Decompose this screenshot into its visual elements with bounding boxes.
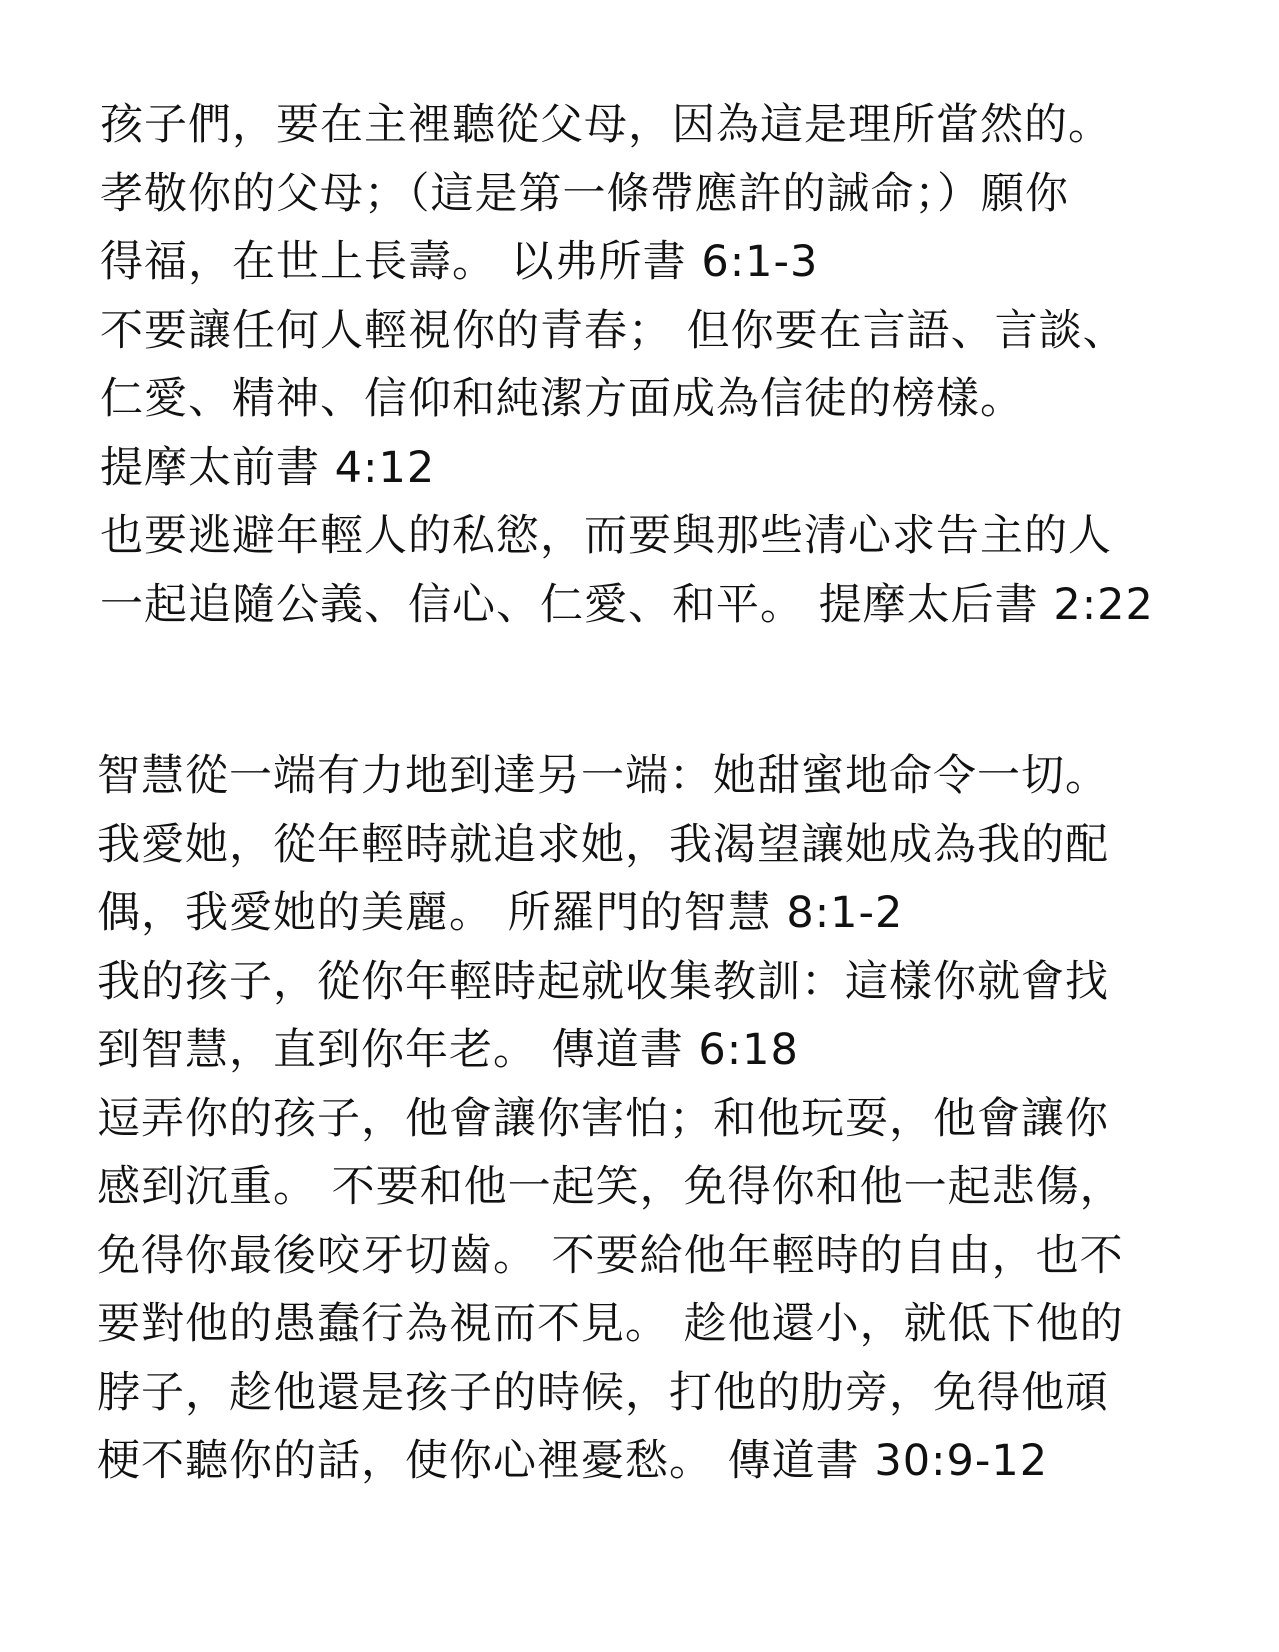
text-line: 智慧從一端有力地到達另一端：她甜蜜地命令一切。 [97, 751, 1109, 801]
text-line: 孝敬你的父母；（這是第一條帶應許的誡命；）願你 [100, 168, 1069, 219]
text-line: 免得你最後咬牙切齒。 不要給他年輕時的自由，也不 [97, 1230, 1124, 1281]
text-line: 到智慧，直到你年老。 傳道書 6:18 [97, 1025, 799, 1075]
scripture-passage-2 [97, 742, 1187, 1496]
text-line: 不要讓任何人輕視你的青春； 但你要在言語、言談、 [100, 305, 1127, 356]
text-line: 逗弄你的孩子，他會讓你害怕；和他玩耍，他會讓你 [97, 1093, 1109, 1144]
text-line: 梗不聽你的話，使你心裡憂愁。 傳道書 30:9-12 [97, 1436, 1049, 1486]
text-line: 孩子們，要在主裡聽從父母，因為這是理所當然的。 [100, 100, 1112, 150]
scripture-passage-1 [100, 91, 1190, 639]
text-line: 提摩太前書 4:12 [100, 442, 436, 493]
text-line: 要對他的愚蠢行為視而不見。 趁他還小，就低下他的 [97, 1299, 1124, 1349]
text-line: 脖子，趁他還是孩子的時候，打他的肋旁，免得他頑 [97, 1367, 1109, 1418]
text-line: 也要逃避年輕人的私慾，而要與那些清心求告主的人 [100, 511, 1112, 561]
text-line: 感到沉重。 不要和他一起笑，免得你和他一起悲傷， [97, 1162, 1124, 1212]
text-line: 仁愛、精神、信仰和純潔方面成為信徒的榜樣。 [100, 374, 1024, 424]
text-line: 我愛她，從年輕時就追求她，我渴望讓她成為我的配 [97, 819, 1109, 870]
text-line: 偶，我愛她的美麗。 所羅門的智慧 8:1-2 [97, 888, 904, 938]
text-line: 一起追隨公義、信心、仁愛、和平。 提摩太后書 2:22 [100, 579, 1154, 630]
text-line: 我的孩子，從你年輕時起就收集教訓：這樣你就會找 [97, 956, 1109, 1007]
text-line: 得福，在世上長壽。 以弗所書 6:1-3 [100, 237, 819, 287]
